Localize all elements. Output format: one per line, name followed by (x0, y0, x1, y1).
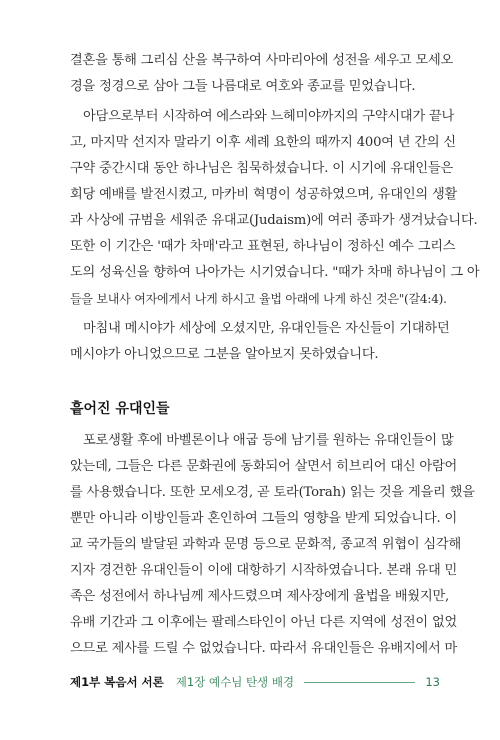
footer-divider (304, 682, 415, 683)
text-line: 메시야가 아니었으므로 그분을 알아보지 못하였습니다. (70, 347, 379, 362)
text-line: 았는데, 그들은 다른 문화권에 동화되어 살면서 히브리어 대신 아람어 (70, 459, 458, 474)
text-line: 뿐만 아니라 이방인들과 혼인하여 그들의 영향을 받게 되었습니다. 이 (70, 511, 458, 526)
body-text-top (70, 48, 480, 368)
text-line: 도의 성육신을 향하여 나아가는 시기였습니다. "때가 차매 하나님이 그 아 (70, 265, 480, 280)
text-line: 고, 마지막 선지자 말라기 이후 세례 요한의 때까지 400여 년 간의 신 (70, 135, 456, 150)
text-line: 를 사용했습니다. 또한 모세오경, 곧 토라(Torah) 읽는 것을 게을리 했을 (70, 485, 475, 500)
scripture-quote-line: 들을 보내사 여자에게서 나게 하시고 율법 아래에 나게 하신 것은"(갈4:4). (70, 292, 447, 306)
text-line: 으므로 제사를 드릴 수 없었습니다. 따라서 유대인들은 유배지에서 마 (70, 641, 458, 656)
footer-chapter-title: 제1장 예수님 탄생 배경 (175, 675, 295, 689)
text-line: 포로생활 후에 바벨론이나 애굽 등에 남기를 원하는 유대인들이 많 (83, 433, 454, 448)
text-line: 유배 기간과 그 이후에는 팔레스타인이 아닌 다른 지역에 성전이 없었 (70, 615, 458, 630)
text-line: 또한 이 기간은 '때가 차매'라고 표현된, 하나님이 정하신 예수 그리스 (70, 239, 456, 254)
text-line: 교 국가들의 발달된 과학과 문명 등으로 문화적, 종교적 위협이 심각해 (70, 537, 462, 552)
page-number: 13 (425, 675, 440, 689)
footer-part-title: 제1부 복음서 서론 (70, 675, 164, 689)
text-line: 아담으로부터 시작하여 에스라와 느헤미야까지의 구약시대가 끝나 (83, 109, 455, 124)
page-footer (70, 672, 440, 692)
text-line: 경을 정경으로 삼아 그들 나름대로 여호와 종교를 믿었습니다. (70, 79, 416, 94)
text-line: 구약 중간시대 동안 하나님은 침묵하셨습니다. 이 시기에 유대인들은 (70, 161, 454, 176)
text-line: 결혼을 통해 그리심 산을 복구하여 사마리아에 성전을 세우고 모세오 (70, 53, 454, 68)
text-line: 족은 성전에서 하나님께 제사드렸으며 제사장에게 율법을 배웠지만, (70, 589, 450, 604)
text-line: 지자 경건한 유대인들이 이에 대항하기 시작하였습니다. 본래 유대 민 (70, 563, 458, 578)
text-line: 마침내 메시야가 세상에 오셨지만, 유대인들은 자신들이 기대하던 (83, 321, 450, 336)
section-heading: 흩어진 유대인들 (70, 401, 170, 417)
text-line: 과 사상에 규범을 세워준 유대교(Judaism)에 여러 종파가 생겨났습니다. (70, 213, 478, 228)
text-line: 회당 예배를 발전시켰고, 마카비 혁명이 성공하였으며, 유대인의 생활 (70, 187, 458, 202)
body-text-section (70, 428, 475, 662)
